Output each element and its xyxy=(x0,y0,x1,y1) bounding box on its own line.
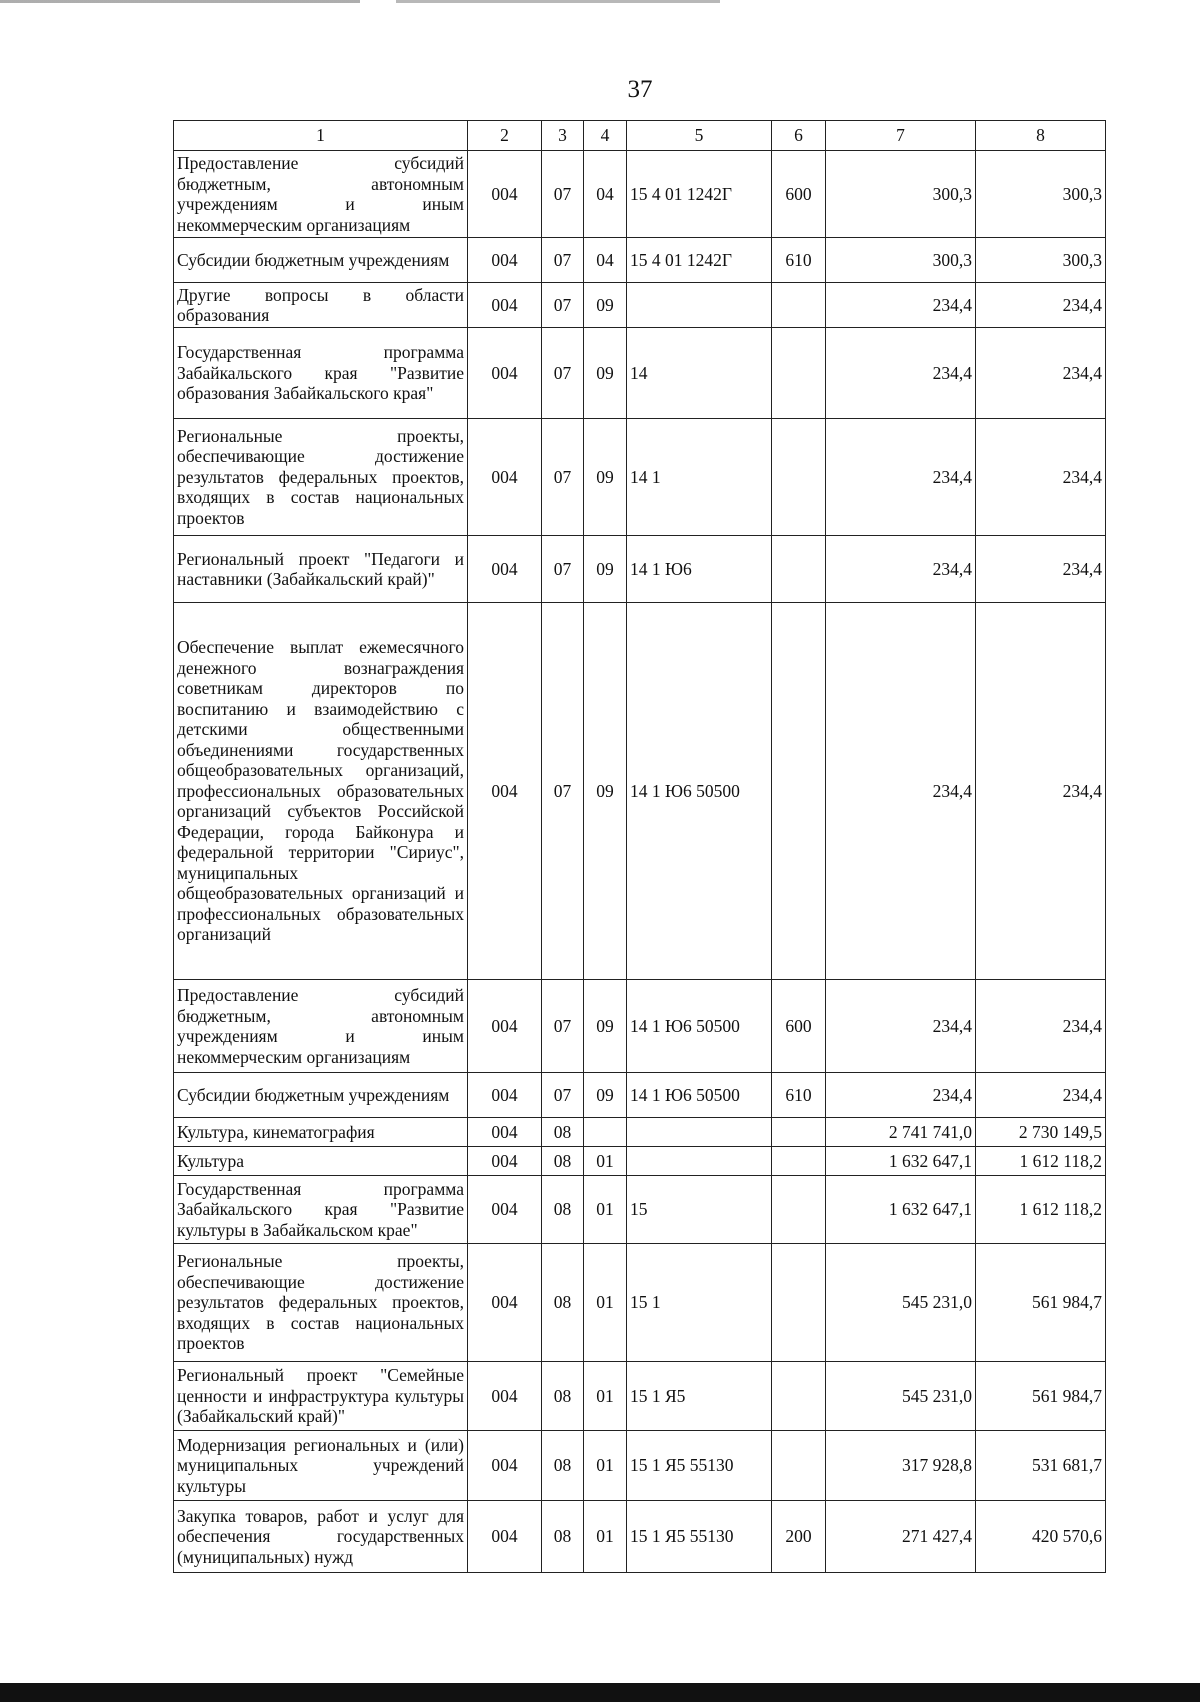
cell-col-8: 300,3 xyxy=(976,238,1106,283)
cell-col-3: 08 xyxy=(542,1118,584,1147)
table-row xyxy=(174,603,1106,980)
cell-col-5: 15 1 xyxy=(627,1244,772,1362)
cell-col-2: 004 xyxy=(468,1176,542,1244)
cell-col-6 xyxy=(772,1147,826,1176)
cell-col-5 xyxy=(627,283,772,328)
table-row xyxy=(174,419,1106,536)
cell-col-3: 07 xyxy=(542,151,584,238)
cell-col-3: 07 xyxy=(542,603,584,980)
cell-col-8: 234,4 xyxy=(976,603,1106,980)
column-header: 6 xyxy=(772,121,826,151)
cell-col-3: 08 xyxy=(542,1501,584,1573)
cell-col-4: 01 xyxy=(584,1362,627,1431)
cell-col-7: 234,4 xyxy=(826,536,976,603)
cell-col-8: 300,3 xyxy=(976,151,1106,238)
cell-col-7: 317 928,8 xyxy=(826,1431,976,1501)
cell-col-8: 234,4 xyxy=(976,419,1106,536)
cell-col-3: 08 xyxy=(542,1431,584,1501)
cell-col-5: 15 4 01 1242Г xyxy=(627,151,772,238)
row-name: Субсидии бюджетным учреждениям xyxy=(174,238,468,283)
cell-col-6 xyxy=(772,1431,826,1501)
cell-col-2: 004 xyxy=(468,1501,542,1573)
cell-col-8: 1 612 118,2 xyxy=(976,1176,1106,1244)
table-row xyxy=(174,238,1106,283)
cell-col-2: 004 xyxy=(468,1118,542,1147)
cell-col-3: 07 xyxy=(542,536,584,603)
row-name: Региональный проект "Педагоги и наставники (Забайкальский край)" xyxy=(174,536,468,603)
cell-col-8: 234,4 xyxy=(976,980,1106,1073)
cell-col-4: 01 xyxy=(584,1501,627,1573)
column-header: 3 xyxy=(542,121,584,151)
cell-col-7: 234,4 xyxy=(826,980,976,1073)
cell-col-7: 234,4 xyxy=(826,603,976,980)
row-name: Предоставление субсидий бюджетным, автономным учреждениям и иным некоммерческим организациям xyxy=(174,980,468,1073)
cell-col-4: 01 xyxy=(584,1431,627,1501)
cell-col-2: 004 xyxy=(468,536,542,603)
table-row xyxy=(174,283,1106,328)
cell-col-8: 234,4 xyxy=(976,283,1106,328)
cell-col-6 xyxy=(772,603,826,980)
cell-col-4 xyxy=(584,1118,627,1147)
cell-col-5 xyxy=(627,1118,772,1147)
cell-col-8: 234,4 xyxy=(976,536,1106,603)
cell-col-2: 004 xyxy=(468,980,542,1073)
cell-col-4: 01 xyxy=(584,1244,627,1362)
table-row xyxy=(174,1147,1106,1176)
cell-col-6 xyxy=(772,536,826,603)
cell-col-4: 09 xyxy=(584,328,627,419)
cell-col-8: 234,4 xyxy=(976,328,1106,419)
cell-col-7: 271 427,4 xyxy=(826,1501,976,1573)
cell-col-4: 09 xyxy=(584,603,627,980)
cell-col-3: 07 xyxy=(542,328,584,419)
cell-col-7: 545 231,0 xyxy=(826,1362,976,1431)
cell-col-8: 531 681,7 xyxy=(976,1431,1106,1501)
row-name: Предоставление субсидий бюджетным, автономным учреждениям и иным некоммерческим организациям xyxy=(174,151,468,238)
table-row xyxy=(174,1362,1106,1431)
cell-col-2: 004 xyxy=(468,151,542,238)
cell-col-4: 04 xyxy=(584,238,627,283)
cell-col-5: 14 xyxy=(627,328,772,419)
cell-col-5: 14 1 Ю6 xyxy=(627,536,772,603)
cell-col-5: 15 xyxy=(627,1176,772,1244)
cell-col-2: 004 xyxy=(468,1244,542,1362)
cell-col-7: 1 632 647,1 xyxy=(826,1176,976,1244)
cell-col-2: 004 xyxy=(468,1073,542,1118)
cell-col-5: 15 1 Я5 55130 xyxy=(627,1501,772,1573)
cell-col-7: 1 632 647,1 xyxy=(826,1147,976,1176)
cell-col-2: 004 xyxy=(468,1362,542,1431)
cell-col-4: 09 xyxy=(584,283,627,328)
cell-col-2: 004 xyxy=(468,1147,542,1176)
cell-col-4: 01 xyxy=(584,1176,627,1244)
cell-col-7: 300,3 xyxy=(826,151,976,238)
cell-col-7: 234,4 xyxy=(826,328,976,419)
row-name: Государственная программа Забайкальского края "Развитие культуры в Забайкальском крае" xyxy=(174,1176,468,1244)
row-name: Государственная программа Забайкальского края "Развитие образования Забайкальского края" xyxy=(174,328,468,419)
column-header: 4 xyxy=(584,121,627,151)
cell-col-4: 09 xyxy=(584,1073,627,1118)
cell-col-4: 09 xyxy=(584,536,627,603)
scan-edge-top xyxy=(0,0,1200,3)
row-name: Другие вопросы в области образования xyxy=(174,283,468,328)
cell-col-3: 07 xyxy=(542,283,584,328)
row-name: Субсидии бюджетным учреждениям xyxy=(174,1073,468,1118)
cell-col-4: 09 xyxy=(584,419,627,536)
cell-col-3: 08 xyxy=(542,1176,584,1244)
table-row xyxy=(174,980,1106,1073)
table-row xyxy=(174,1431,1106,1501)
cell-col-2: 004 xyxy=(468,238,542,283)
row-name: Модернизация региональных и (или) муниципальных учреждений культуры xyxy=(174,1431,468,1501)
cell-col-6 xyxy=(772,328,826,419)
cell-col-7: 300,3 xyxy=(826,238,976,283)
cell-col-4: 01 xyxy=(584,1147,627,1176)
cell-col-6: 610 xyxy=(772,238,826,283)
cell-col-6 xyxy=(772,419,826,536)
cell-col-4: 04 xyxy=(584,151,627,238)
cell-col-2: 004 xyxy=(468,603,542,980)
cell-col-6: 200 xyxy=(772,1501,826,1573)
row-name: Региональный проект "Семейные ценности и инфраструктура культуры (Забайкальский край)" xyxy=(174,1362,468,1431)
cell-col-5: 14 1 Ю6 50500 xyxy=(627,603,772,980)
cell-col-2: 004 xyxy=(468,283,542,328)
row-name: Культура xyxy=(174,1147,468,1176)
row-name: Закупка товаров, работ и услуг для обеспечения государственных (муниципальных) нужд xyxy=(174,1501,468,1573)
cell-col-2: 004 xyxy=(468,1431,542,1501)
column-header: 7 xyxy=(826,121,976,151)
row-name: Региональные проекты, обеспечивающие достижение результатов федеральных проектов, входящих в состав национальных проектов xyxy=(174,419,468,536)
row-name: Культура, кинематография xyxy=(174,1118,468,1147)
cell-col-8: 2 730 149,5 xyxy=(976,1118,1106,1147)
cell-col-7: 234,4 xyxy=(826,419,976,536)
budget-table xyxy=(173,120,1106,1573)
cell-col-3: 07 xyxy=(542,419,584,536)
cell-col-6: 600 xyxy=(772,151,826,238)
table-row xyxy=(174,1118,1106,1147)
header-row xyxy=(174,121,1106,151)
cell-col-8: 234,4 xyxy=(976,1073,1106,1118)
column-header: 2 xyxy=(468,121,542,151)
row-name: Региональные проекты, обеспечивающие достижение результатов федеральных проектов, входящих в состав национальных проектов xyxy=(174,1244,468,1362)
cell-col-6 xyxy=(772,1176,826,1244)
cell-col-8: 420 570,6 xyxy=(976,1501,1106,1573)
cell-col-4: 09 xyxy=(584,980,627,1073)
cell-col-2: 004 xyxy=(468,328,542,419)
cell-col-7: 234,4 xyxy=(826,283,976,328)
cell-col-3: 08 xyxy=(542,1147,584,1176)
cell-col-3: 07 xyxy=(542,1073,584,1118)
cell-col-3: 07 xyxy=(542,980,584,1073)
table-row xyxy=(174,1176,1106,1244)
cell-col-5: 15 1 Я5 55130 xyxy=(627,1431,772,1501)
table-row xyxy=(174,151,1106,238)
cell-col-6 xyxy=(772,1118,826,1147)
cell-col-5: 15 1 Я5 xyxy=(627,1362,772,1431)
column-header: 5 xyxy=(627,121,772,151)
cell-col-5 xyxy=(627,1147,772,1176)
cell-col-3: 08 xyxy=(542,1362,584,1431)
cell-col-6 xyxy=(772,1244,826,1362)
cell-col-8: 1 612 118,2 xyxy=(976,1147,1106,1176)
cell-col-6 xyxy=(772,1362,826,1431)
cell-col-7: 2 741 741,0 xyxy=(826,1118,976,1147)
cell-col-3: 07 xyxy=(542,238,584,283)
cell-col-5: 14 1 Ю6 50500 xyxy=(627,1073,772,1118)
cell-col-3: 08 xyxy=(542,1244,584,1362)
cell-col-6: 600 xyxy=(772,980,826,1073)
cell-col-8: 561 984,7 xyxy=(976,1244,1106,1362)
page-number: 37 xyxy=(627,76,653,103)
cell-col-5: 15 4 01 1242Г xyxy=(627,238,772,283)
cell-col-5: 14 1 xyxy=(627,419,772,536)
table-row xyxy=(174,1073,1106,1118)
cell-col-5: 14 1 Ю6 50500 xyxy=(627,980,772,1073)
column-header: 8 xyxy=(976,121,1106,151)
cell-col-6 xyxy=(772,283,826,328)
cell-col-7: 234,4 xyxy=(826,1073,976,1118)
table-row xyxy=(174,1501,1106,1573)
cell-col-7: 545 231,0 xyxy=(826,1244,976,1362)
column-header: 1 xyxy=(174,121,468,151)
table-row xyxy=(174,1244,1106,1362)
scan-edge-bottom xyxy=(0,1683,1200,1702)
table-row xyxy=(174,536,1106,603)
cell-col-6: 610 xyxy=(772,1073,826,1118)
cell-col-8: 561 984,7 xyxy=(976,1362,1106,1431)
row-name: Обеспечение выплат ежемесячного денежного вознаграждения советникам директоров по воспитанию и взаимодействию с детскими общественными объединениями государственных общеобразовательных организаций, профессиональных образовательных организаций субъектов Российской Федерации, города Байконура и федеральной территории "Сириус", муниципальных общеобразовательных организаций и профессиональных образовательных организаций xyxy=(174,603,468,980)
table-row xyxy=(174,328,1106,419)
cell-col-2: 004 xyxy=(468,419,542,536)
